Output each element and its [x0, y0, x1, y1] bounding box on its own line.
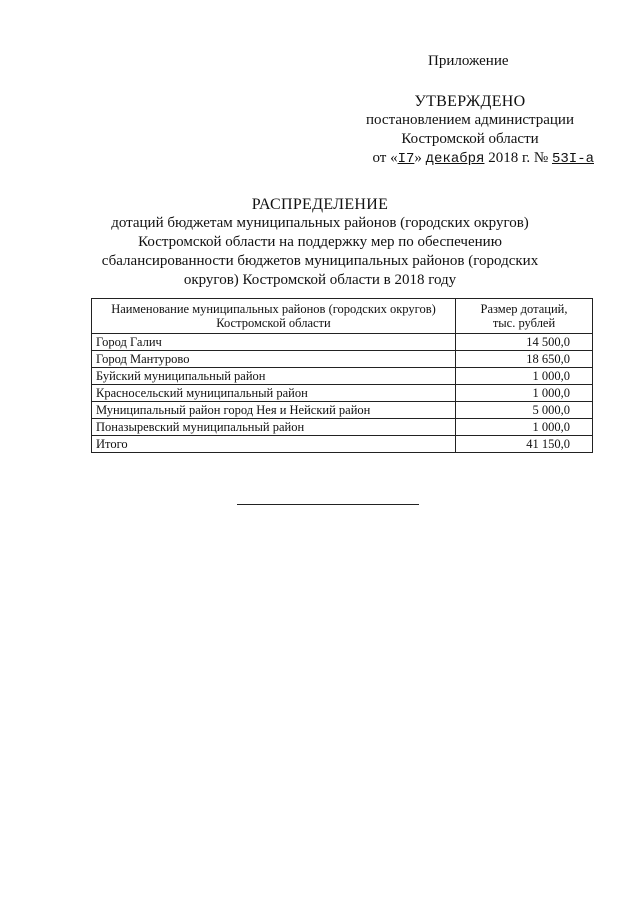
- row-amount: 1 000,0: [456, 385, 593, 402]
- table-header-row: [92, 299, 593, 334]
- table-row: [92, 351, 593, 368]
- approval-line-2: Костромской области: [401, 131, 539, 147]
- row-amount: 1 000,0: [456, 419, 593, 436]
- appendix-label: Приложение: [428, 53, 509, 69]
- row-name: Муниципальный район город Нея и Нейский район: [92, 402, 456, 419]
- date-day: I7: [397, 151, 415, 167]
- row-name: Город Мантурово: [92, 351, 456, 368]
- date-month: декабря: [425, 151, 485, 167]
- approval-date-line: [330, 149, 610, 169]
- table-total-row: [92, 436, 593, 453]
- column-header-name-line-1: Наименование муниципальных районов (городских округов): [111, 302, 436, 316]
- date-year: 2018 г. №: [484, 150, 552, 166]
- row-name: Город Галич: [92, 334, 456, 351]
- column-header-amount-line-2: тыс. рублей: [492, 316, 556, 330]
- closing-divider-line: [237, 504, 419, 505]
- table-row: [92, 402, 593, 419]
- date-quote-close: »: [414, 150, 426, 166]
- date-prefix: от «: [372, 150, 398, 166]
- column-header-amount: [456, 299, 593, 334]
- table-row: [92, 368, 593, 385]
- document-title-block: [80, 195, 560, 290]
- column-header-amount-line-1: Размер дотаций,: [480, 302, 568, 316]
- total-amount: 41 150,0: [456, 436, 593, 453]
- row-name: Буйский муниципальный район: [92, 368, 456, 385]
- table-row: [92, 419, 593, 436]
- row-amount: 18 650,0: [456, 351, 593, 368]
- row-amount: 14 500,0: [456, 334, 593, 351]
- approval-block: [330, 92, 610, 169]
- row-name: Поназыревский муниципальный район: [92, 419, 456, 436]
- row-amount: 1 000,0: [456, 368, 593, 385]
- document-title-line-2: Костромской области на поддержку мер по обеспечению: [138, 234, 502, 250]
- row-name: Красносельский муниципальный район: [92, 385, 456, 402]
- row-amount: 5 000,0: [456, 402, 593, 419]
- approval-line-1: постановлением администрации: [366, 112, 574, 128]
- document-title-line-1: дотаций бюджетам муниципальных районов (городских округов): [111, 215, 529, 231]
- column-header-name-line-2: Костромской области: [216, 316, 331, 330]
- document-number: 53I-а: [551, 151, 594, 167]
- subsidy-table: [91, 298, 593, 453]
- table-row: [92, 334, 593, 351]
- document-title-line-3: сбалансированности бюджетов муниципальных районов (городских: [101, 253, 539, 269]
- table-row: [92, 385, 593, 402]
- approval-title: УТВЕРЖДЕНО: [414, 93, 526, 110]
- document-title-line-4: округов) Костромской области в 2018 году: [183, 272, 457, 288]
- column-header-name: [92, 299, 456, 334]
- document-heading: РАСПРЕДЕЛЕНИЕ: [251, 196, 389, 213]
- total-label: Итого: [92, 436, 456, 453]
